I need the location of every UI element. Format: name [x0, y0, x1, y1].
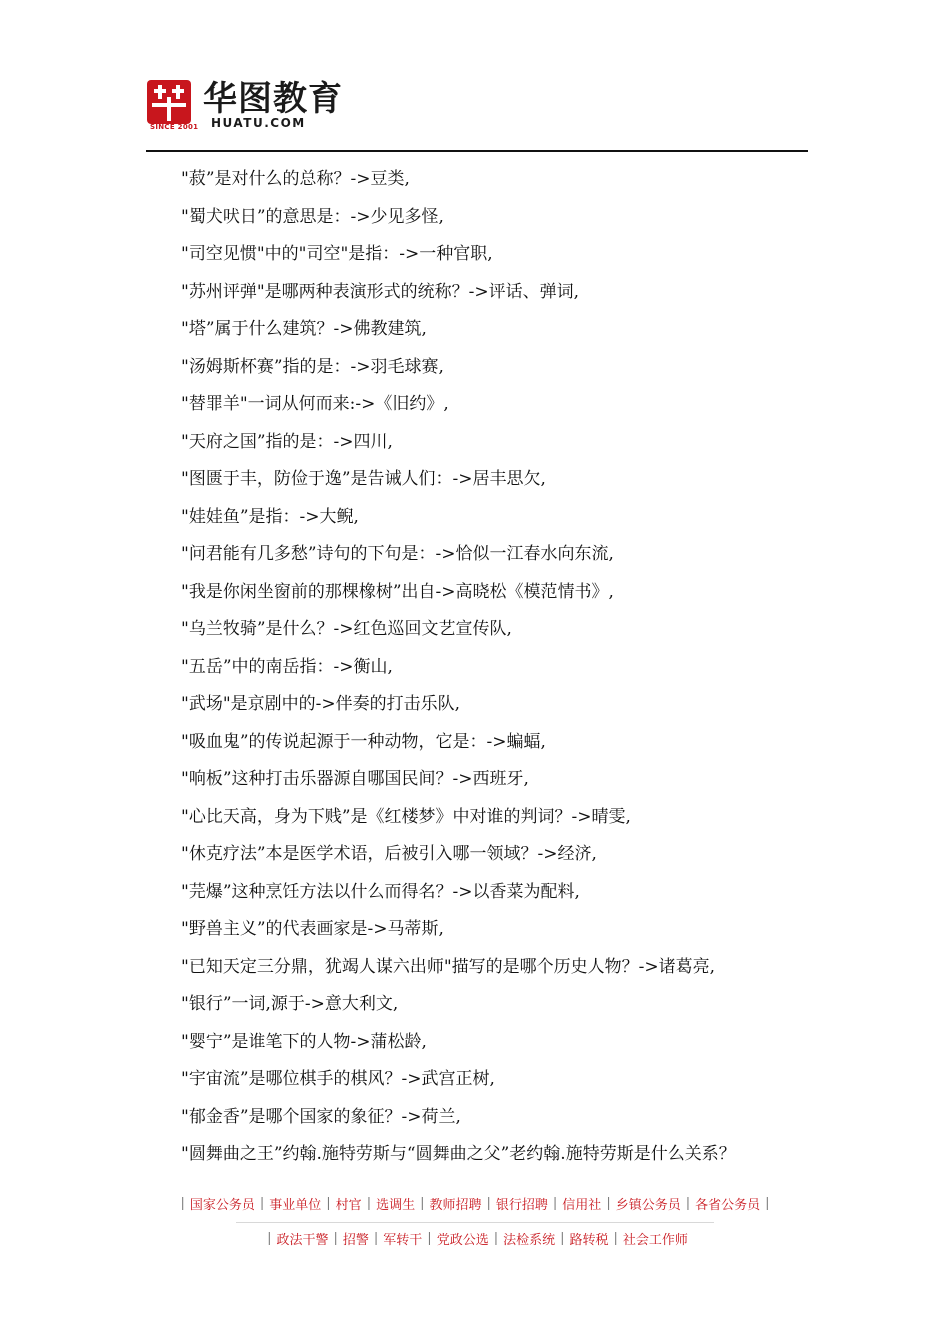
qa-item: "图匮于丰，防俭于逸”是告诫人们：->居丰思欠,	[181, 469, 546, 489]
footer-separator: |	[685, 1196, 691, 1211]
qa-item: "银行”一词,源于->意大利文,	[181, 994, 399, 1014]
qa-item: "野兽主义”的代表画家是->马蒂斯,	[181, 919, 444, 939]
footer-link-national-civil-servant[interactable]: 国家公务员	[189, 1198, 255, 1213]
qa-item: "圆舞曲之王”约翰.施特劳斯与“圆舞曲之父”老约翰.施特劳斯是什么关系？	[181, 1144, 736, 1164]
footer-link-bank-recruitment[interactable]: 银行招聘	[495, 1198, 548, 1213]
qa-item: "司空见惯"中的"司空"是指：->一种官职,	[181, 244, 493, 264]
qa-item: "蜀犬吠日”的意思是：->少见多怪,	[181, 206, 444, 227]
huatu-logo-icon	[147, 80, 191, 124]
logo-since-text: SINCE 2001	[150, 123, 199, 131]
footer-link-teacher-recruitment[interactable]: 教师招聘	[429, 1198, 482, 1213]
qa-item: "五岳”中的南岳指：->衡山,	[181, 656, 393, 677]
footer-separator: |	[180, 1196, 185, 1211]
footer-link-police-recruitment[interactable]: 招警	[342, 1233, 369, 1248]
footer-link-social-worker[interactable]: 社会工作师	[622, 1233, 688, 1248]
footer-separator: |	[326, 1196, 331, 1211]
qa-item: "菽”是对什么的总称？->豆类,	[181, 169, 410, 189]
footer-separator: |	[613, 1231, 618, 1246]
footer-link-township-civil-servant[interactable]: 乡镇公务员	[615, 1198, 681, 1213]
qa-item: "宇宙流”是哪位棋手的棋风？->武宫正树,	[181, 1069, 495, 1089]
footer-links-row-1	[155, 1194, 795, 1213]
footer-separator: |	[366, 1196, 372, 1211]
qa-item: "芫爆”这种烹饪方法以什么而得名？->以香菜为配料,	[181, 881, 580, 902]
footer-separator: |	[267, 1231, 272, 1246]
brand-name-en: HUATU.COM	[211, 116, 306, 130]
footer-separator: |	[420, 1196, 425, 1211]
qa-item: "汤姆斯杯赛”指的是：->羽毛球赛,	[181, 356, 444, 377]
footer-link-road-to-tax[interactable]: 路转税	[569, 1233, 609, 1248]
qa-list	[181, 166, 736, 1179]
footer-separator: |	[552, 1196, 558, 1211]
footer-link-selected-graduate[interactable]: 选调生	[376, 1198, 416, 1213]
qa-item: "婴宁”是谁笔下的人物->蒲松龄,	[181, 1031, 427, 1052]
brand-name-cn: 华图教育	[203, 79, 343, 119]
footer-separator: |	[427, 1231, 432, 1246]
qa-item: "天府之国”指的是：->四川,	[181, 431, 393, 452]
qa-item: "乌兰牧骑”是什么？->红色巡回文艺宣传队,	[181, 619, 512, 639]
footer-separator: |	[765, 1196, 770, 1211]
footer-link-public-institution[interactable]: 事业单位	[269, 1198, 322, 1213]
brand-logo	[147, 80, 407, 136]
qa-item: "响板”这种打击乐器源自哪国民间？->西班牙,	[181, 769, 529, 789]
footer-links-row-2	[155, 1229, 795, 1248]
footer-separator: |	[333, 1231, 338, 1246]
qa-item: "苏州评弹"是哪两种表演形式的统称？->评话、弹词,	[181, 281, 580, 302]
qa-item: "塔”属于什么建筑？->佛教建筑,	[181, 319, 427, 339]
qa-item: "吸血鬼”的传说起源于一种动物，它是：->蝙蝠,	[181, 731, 546, 752]
qa-item: "我是你闲坐窗前的那棵橡树”出自->高晓松《模范情书》,	[181, 581, 614, 602]
header-divider	[146, 150, 808, 152]
footer-separator: |	[486, 1196, 491, 1211]
footer-link-military-transfer[interactable]: 军转干	[383, 1233, 423, 1248]
footer-link-credit-union[interactable]: 信用社	[562, 1198, 602, 1213]
footer-link-political-legal-police[interactable]: 政法干警	[276, 1233, 329, 1248]
qa-item: "心比天高，身为下贱”是《红楼梦》中对谁的判词？->晴雯,	[181, 806, 631, 827]
footer-separator: |	[373, 1231, 379, 1246]
footer-link-court-procuratorate[interactable]: 法检系统	[503, 1233, 556, 1248]
footer-separator: |	[259, 1196, 265, 1211]
qa-item: "已知天定三分鼎，犹竭人谋六出师"描写的是哪个历史人物？->诸葛亮,	[181, 956, 716, 977]
qa-item: "娃娃鱼”是指：->大鲵,	[181, 506, 359, 527]
qa-item: "武场"是京剧中的->伴奏的打击乐队,	[181, 694, 461, 714]
footer-link-village-official[interactable]: 村官	[335, 1198, 362, 1213]
footer-link-party-government-selection[interactable]: 党政公选	[436, 1233, 489, 1248]
footer-separator: |	[493, 1231, 499, 1246]
qa-item: "郁金香”是哪个国家的象征？->荷兰,	[181, 1106, 461, 1127]
footer-divider	[236, 1222, 714, 1223]
footer-separator: |	[560, 1231, 565, 1246]
qa-item: "替罪羊"一词从何而来:->《旧约》,	[181, 394, 449, 414]
qa-item: "问君能有几多愁”诗句的下句是：->恰似一江春水向东流,	[181, 544, 614, 564]
footer-separator: |	[606, 1196, 611, 1211]
qa-item: "休克疗法”本是医学术语，后被引入哪一领域？->经济,	[181, 844, 597, 864]
footer-link-provincial-civil-servant[interactable]: 各省公务员	[695, 1198, 761, 1213]
